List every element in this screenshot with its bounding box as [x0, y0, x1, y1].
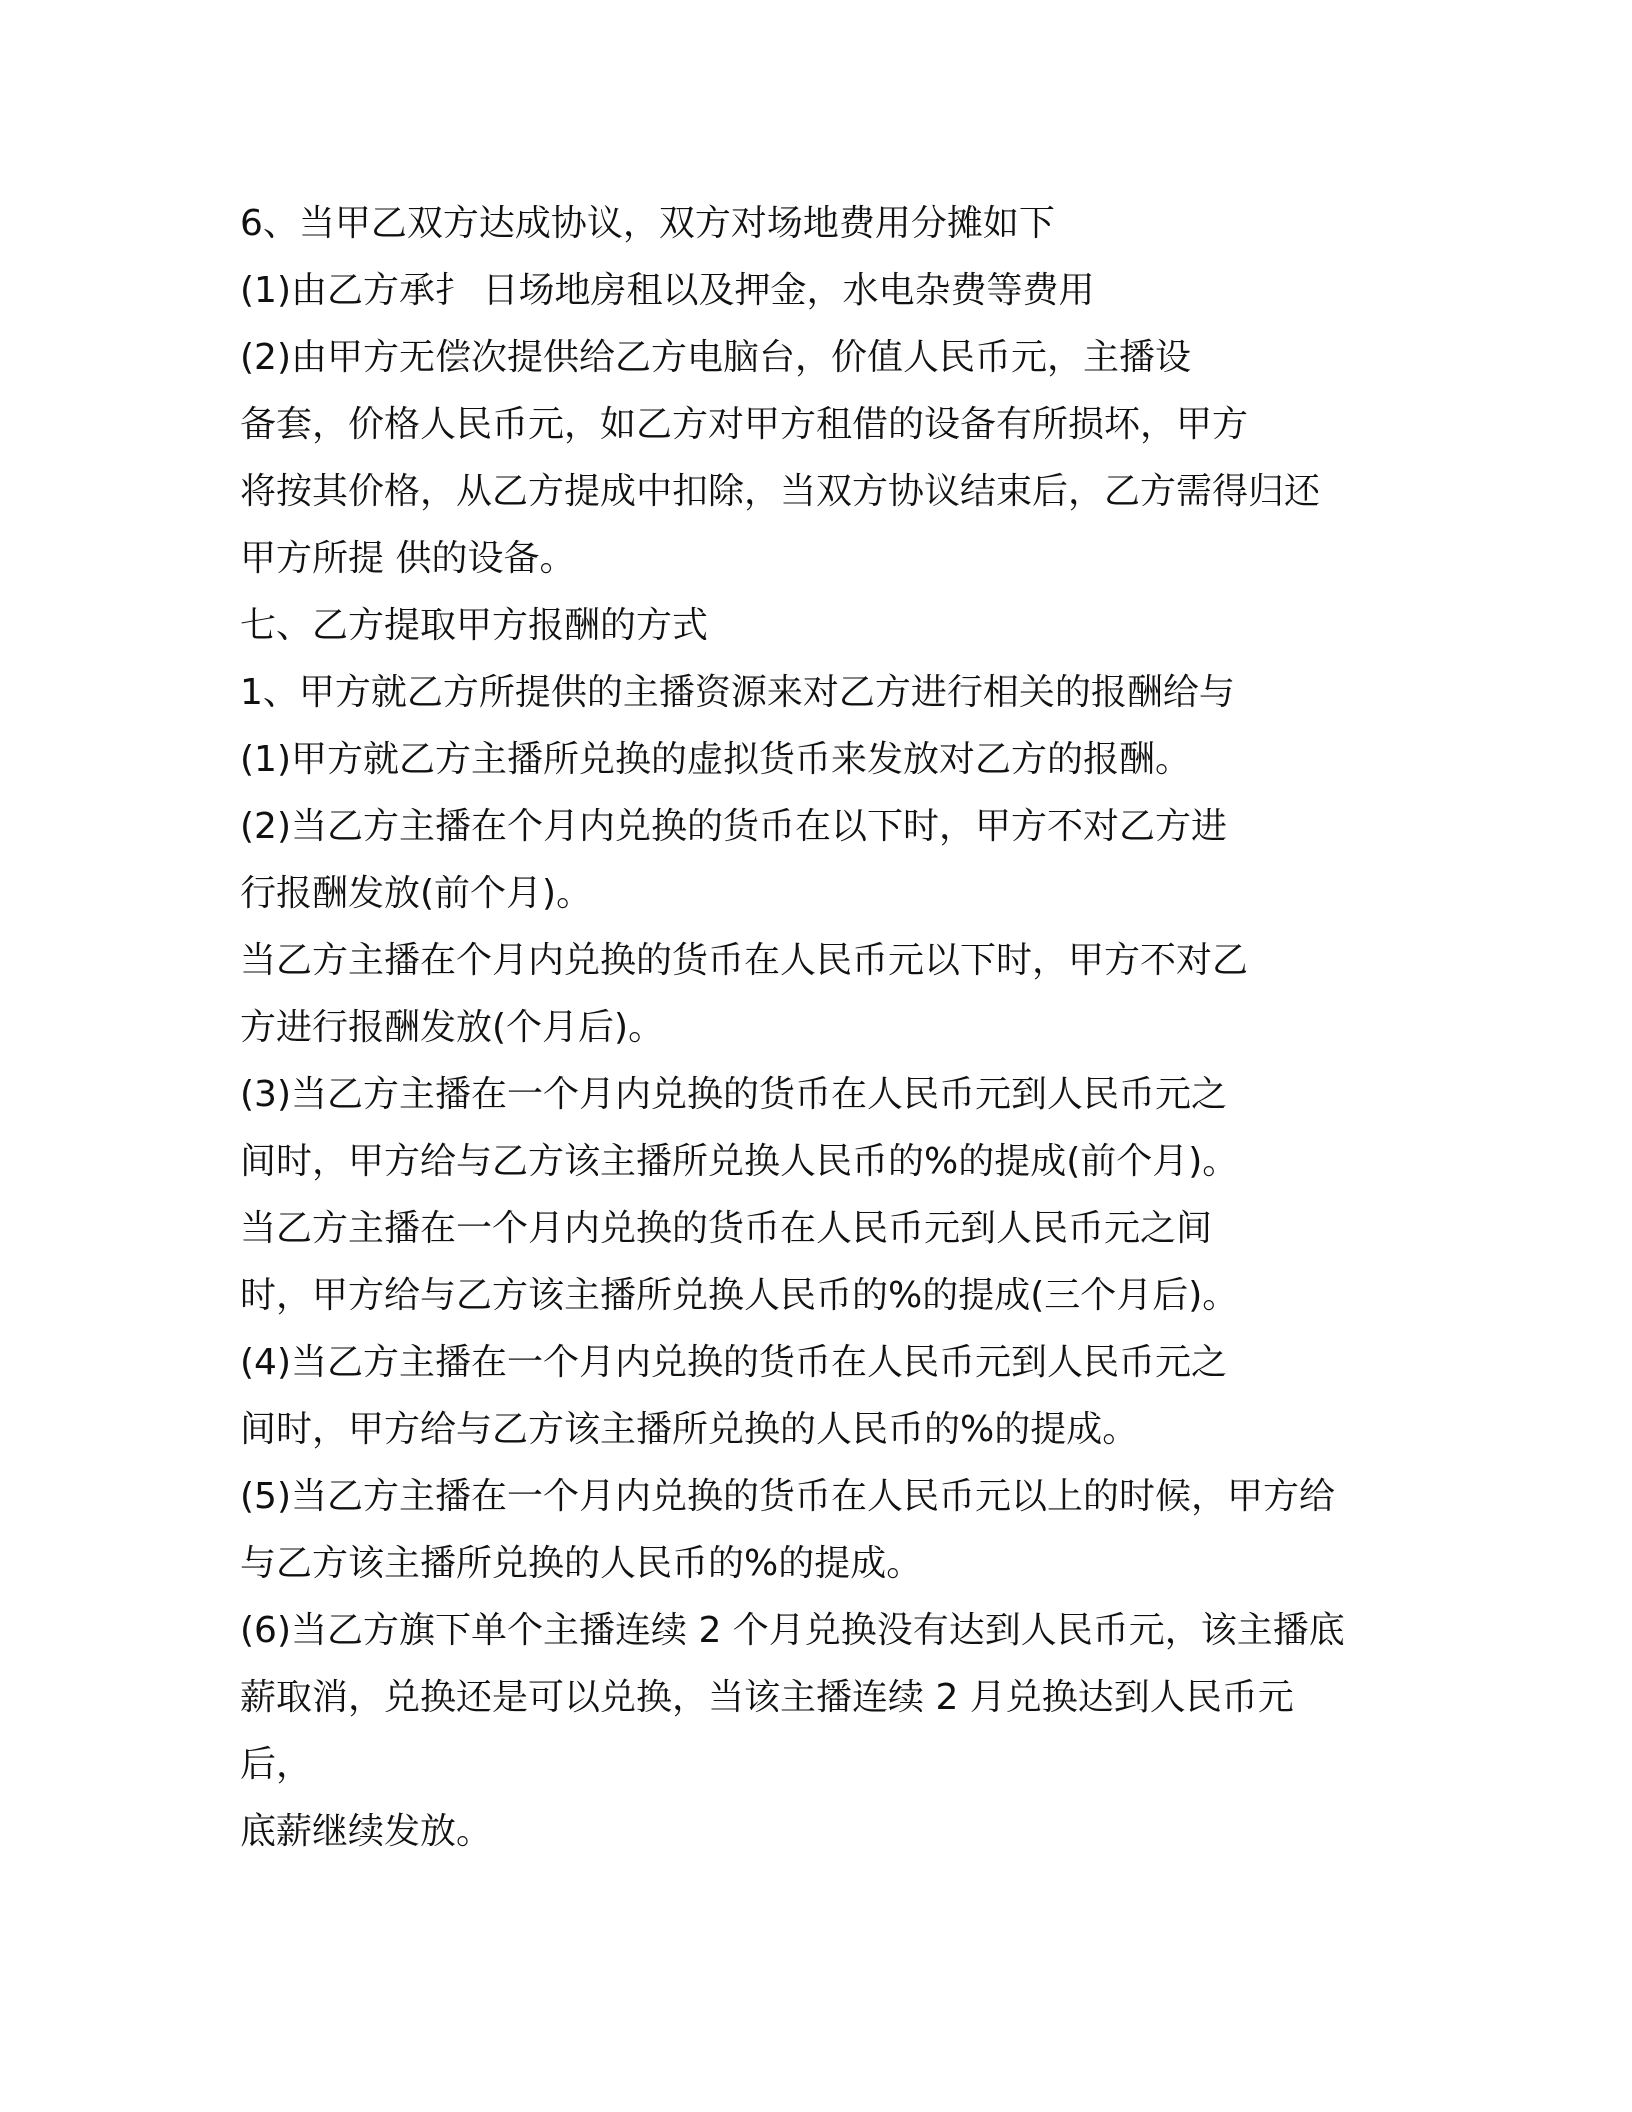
section-heading: 七、乙方提取甲方报酬的方式: [240, 605, 709, 646]
text-line: (4)当乙方主播在一个月内兑换的货币在人民币元到人民币元之: [240, 1342, 1227, 1383]
text-line: 当乙方主播在一个月内兑换的货币在人民币元到人民币元之间: [240, 1208, 1213, 1249]
text-line: 底薪继续发放。: [240, 1811, 493, 1852]
text-line: (2)当乙方主播在个月内兑换的货币在以下时，甲方不对乙方进: [240, 806, 1227, 847]
text-line: (2)由甲方无偿次提供给乙方电脑台，价值人民币元，主播设: [240, 337, 1191, 378]
text-line: 后，: [240, 1744, 313, 1785]
text-line: 时，甲方给与乙方该主播所兑换人民币的%的提成(三个月后)。: [240, 1275, 1239, 1316]
text-line: 当乙方主播在个月内兑换的货币在人民币元以下时，甲方不对乙: [240, 940, 1249, 981]
text-line: (1)由乙方承扌 日场地房租以及押金，水电杂费等费用: [240, 270, 1095, 311]
text-line: 1、甲方就乙方所提供的主播资源来对乙方进行相关的报酬给与: [240, 672, 1235, 713]
document-body: [240, 190, 1390, 1865]
text-line: 将按其价格，从乙方提成中扣除，当双方协议结束后，乙方需得归还: [240, 471, 1321, 512]
text-line: 备套，价格人民币元，如乙方对甲方租借的设备有所损坏，甲方: [240, 404, 1249, 445]
text-line: (1)甲方就乙方主播所兑换的虚拟货币来发放对乙方的报酬。: [240, 739, 1191, 780]
text-line: 行报酬发放(前个月)。: [240, 873, 593, 914]
text-line: (5)当乙方主播在一个月内兑换的货币在人民币元以上的时候，甲方给: [240, 1476, 1335, 1517]
text-line: 甲方所提 供的设备。: [240, 538, 576, 579]
text-line: 6、当甲乙双方达成协议，双方对场地费用分摊如下: [240, 203, 1055, 244]
text-line: 薪取消，兑换还是可以兑换，当该主播连续 2 月兑换达到人民币元: [240, 1677, 1294, 1718]
text-line: 间时，甲方给与乙方该主播所兑换的人民币的%的提成。: [240, 1409, 1139, 1450]
text-line: (6)当乙方旗下单个主播连续 2 个月兑换没有达到人民币元，该主播底: [240, 1610, 1345, 1651]
text-line: (3)当乙方主播在一个月内兑换的货币在人民币元到人民币元之: [240, 1074, 1227, 1115]
text-line: 方进行报酬发放(个月后)。: [240, 1007, 665, 1048]
text-line: 间时，甲方给与乙方该主播所兑换人民币的%的提成(前个月)。: [240, 1141, 1239, 1182]
text-line: 与乙方该主播所兑换的人民币的%的提成。: [240, 1543, 923, 1584]
